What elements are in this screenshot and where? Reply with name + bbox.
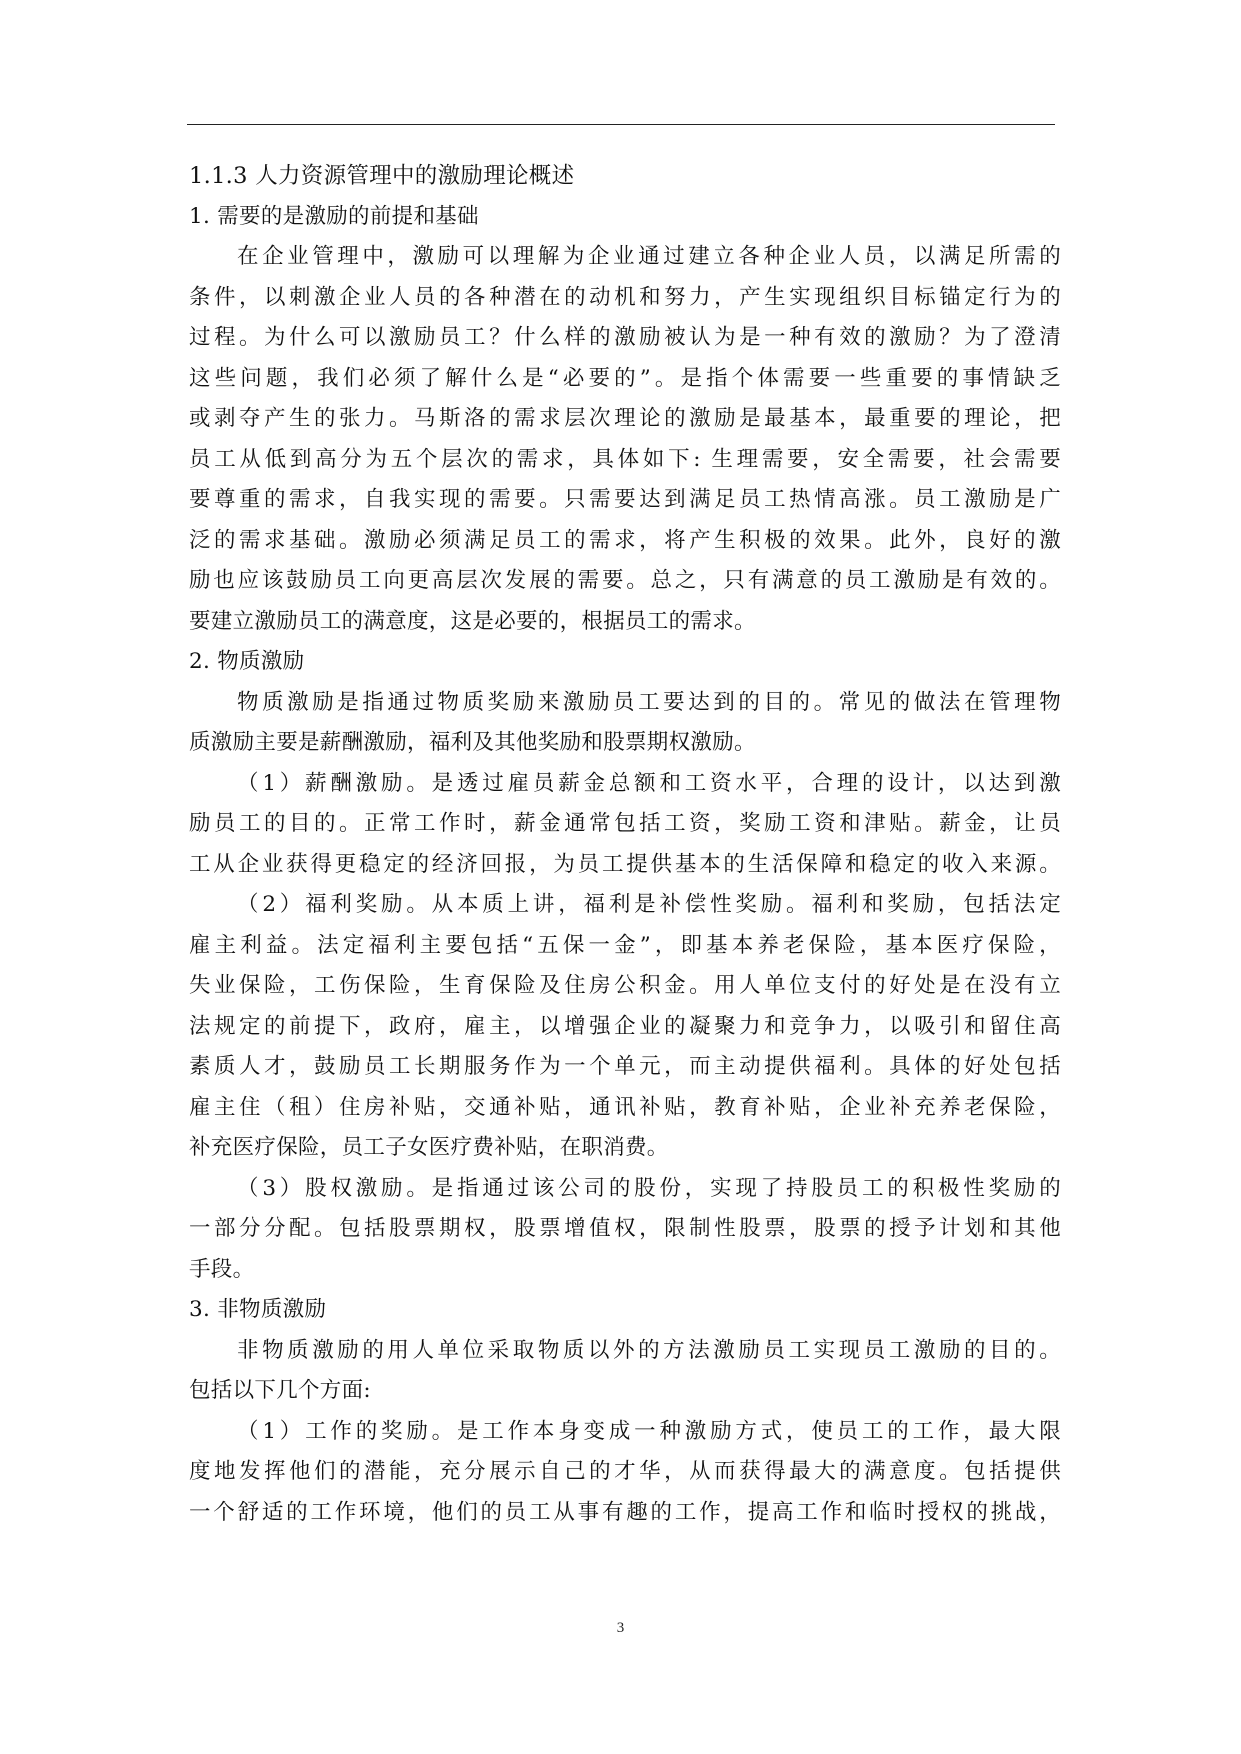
text-line: （1）薪酬激励。是透过雇员薪金总额和工资水平，合理的设计，以达到激 [237, 770, 1061, 796]
header-rule [187, 124, 1055, 125]
text-line: 雇主利益。法定福利主要包括“五保一金”，即基本养老保险，基本医疗保险， [189, 932, 1061, 958]
text-line: 过程。为什么可以激励员工？什么样的激励被认为是一种有效的激励？为了澄清 [189, 325, 1061, 350]
text-line: 在企业管理中，激励可以理解为企业通过建立各种企业人员，以满足所需的 [237, 244, 1061, 269]
text-line: 员工从低到高分为五个层次的需求，具体如下: 生理需要，安全需要，社会需要 [189, 446, 1061, 472]
text-line: 一部分分配。包括股票期权，股票增值权，限制性股票，股票的授予计划和其他 [189, 1216, 1061, 1241]
page-number: 3 [616, 1620, 625, 1636]
text-line: 或剥夺产生的张力。马斯洛的需求层次理论的激励是最基本，最重要的理论，把 [189, 406, 1061, 431]
text-line: 条件，以刺激企业人员的各种潜在的动机和努力，产生实现组织目标锚定行为的 [189, 284, 1061, 310]
text-line: 失业保险，工伤保险，生育保险及住房公积金。用人单位支付的好处是在没有立 [189, 973, 1061, 998]
text-line: 3. 非物质激励 [189, 1297, 327, 1322]
text-line: 非物质激励的用人单位采取物质以外的方法激励员工实现员工激励的目的。 [237, 1337, 1061, 1363]
text-line: 励也应该鼓励员工向更高层次发展的需要。总之，只有满意的员工激励是有效的。 [189, 568, 1061, 593]
document-body [189, 156, 1061, 1533]
text-line: （3）股权激励。是指通过该公司的股份，实现了持股员工的积极性奖励的 [237, 1175, 1061, 1201]
text-line: 法规定的前提下，政府，雇主，以增强企业的凝聚力和竞争力，以吸引和留住高 [189, 1013, 1061, 1039]
text-line: 工从企业获得更稳定的经济回报，为员工提供基本的生活保障和稳定的收入来源。 [189, 851, 1061, 877]
text-line: 励员工的目的。正常工作时，薪金通常包括工资，奖励工资和津贴。薪金，让员 [189, 811, 1061, 836]
text-line: 雇主住（租）住房补贴，交通补贴，通讯补贴，教育补贴，企业补充养老保险， [189, 1094, 1061, 1120]
text-line: 2. 物质激励 [189, 649, 305, 674]
text-line: 要建立激励员工的满意度，这是必要的，根据员工的需求。 [189, 608, 756, 634]
text-line: 这些问题，我们必须了解什么是“必要的”。是指个体需要一些重要的事情缺乏 [189, 365, 1061, 391]
text-line: 手段。 [189, 1256, 255, 1282]
text-line: 补充医疗保险，员工子女医疗费补贴，在职消费。 [189, 1135, 669, 1160]
section-heading: 1.1.3 人力资源管理中的激励理论概述 [189, 163, 575, 189]
text-line: 一个舒适的工作环境，他们的员工从事有趣的工作，提高工作和临时授权的挑战， [189, 1499, 1061, 1525]
text-line: 包括以下几个方面: [189, 1378, 371, 1403]
text-line: 泛的需求基础。激励必须满足员工的需求，将产生积极的效果。此外，良好的激 [189, 527, 1061, 553]
text-line: 1. 需要的是激励的前提和基础 [189, 203, 479, 229]
text-line: 度地发挥他们的潜能，充分展示自己的才华，从而获得最大的满意度。包括提供 [189, 1459, 1061, 1484]
text-line: （2）福利奖励。从本质上讲，福利是补偿性奖励。福利和奖励，包括法定 [237, 892, 1061, 917]
text-line: 要尊重的需求，自我实现的需要。只需要达到满足员工热情高涨。员工激励是广 [189, 487, 1061, 512]
text-line: 素质人才，鼓励员工长期服务作为一个单元，而主动提供福利。具体的好处包括 [189, 1054, 1061, 1079]
text-line: 质激励主要是薪酬激励，福利及其他奖励和股票期权激励。 [189, 730, 756, 755]
text-line: （1）工作的奖励。是工作本身变成一种激励方式，使员工的工作，最大限 [237, 1418, 1061, 1444]
text-line: 物质激励是指通过物质奖励来激励员工要达到的目的。常见的做法在管理物 [237, 689, 1061, 715]
